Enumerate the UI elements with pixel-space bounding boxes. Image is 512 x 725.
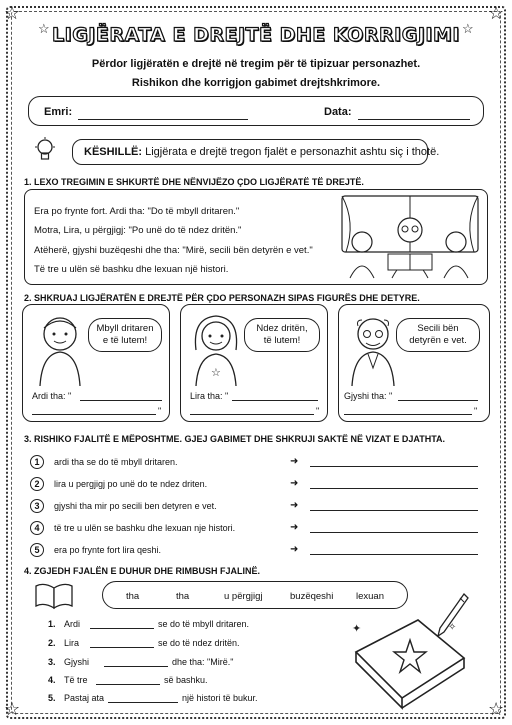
sentence-number: 5. xyxy=(48,693,56,703)
sentence-end: dhe tha: "Mirë." xyxy=(172,657,234,667)
bubble-text: të lutem! xyxy=(263,335,301,346)
blank-field[interactable] xyxy=(104,666,168,667)
answer-line[interactable] xyxy=(232,400,318,401)
word-option[interactable]: lexuan xyxy=(356,591,384,602)
sentence-end: se do të ndez dritën. xyxy=(158,638,240,648)
word-option[interactable]: tha xyxy=(126,591,140,602)
name-label: Emri: xyxy=(44,106,73,118)
speech-bubble-ardi xyxy=(88,318,162,352)
blank-field[interactable] xyxy=(90,628,154,629)
word-option[interactable]: buzëqeshi xyxy=(290,591,334,602)
correction-line[interactable] xyxy=(310,510,478,511)
bubble-text: Secili bën xyxy=(417,323,459,334)
sentence: ardi tha se do të mbyll dritaren. xyxy=(54,457,178,467)
section1-title: 1. LEXO TREGIMIN E SHKURTË DHE NËNVIJËZO ÇDO LIGJËRATË TË DREJTË. xyxy=(24,177,364,187)
story-line: Motra, Lira, u përgjigj: "Po unë do të ndez dritën." xyxy=(34,225,242,236)
answer-line[interactable] xyxy=(190,414,314,415)
close-quote: " xyxy=(474,406,478,416)
girl-illustration xyxy=(188,310,244,386)
family-reading-illustration xyxy=(336,192,484,282)
date-label: Data: xyxy=(324,106,352,118)
arrow-icon: ➜ xyxy=(290,456,299,467)
arrow-icon: ➜ xyxy=(290,522,299,533)
correction-line[interactable] xyxy=(310,554,478,555)
sentence: lira u pergjigj po unë do te ndez driten. xyxy=(54,479,208,489)
correction-line[interactable] xyxy=(310,532,478,533)
answer-line[interactable] xyxy=(80,400,162,401)
bubble-text: detyrën e vet. xyxy=(409,335,467,346)
subtitle: Përdor ligjëratën e drejtë në tregim për të tipizuar personazhet. xyxy=(91,58,421,70)
star-icon: ☆ xyxy=(462,21,474,36)
book-with-star-illustration xyxy=(348,614,470,710)
sentence-start: Pastaj ata xyxy=(64,693,105,703)
sentence-end: një histori të bukur. xyxy=(182,693,258,703)
star-icon: ☆ xyxy=(488,3,505,23)
arrow-icon: ➜ xyxy=(290,544,299,555)
boy-illustration xyxy=(32,310,88,386)
blank-field[interactable] xyxy=(96,684,160,685)
item-number: 3 xyxy=(30,499,44,513)
tip-text xyxy=(84,146,439,158)
correction-line[interactable] xyxy=(310,466,478,467)
name-field[interactable] xyxy=(78,119,248,120)
svg-text:☆: ☆ xyxy=(211,367,221,379)
svg-text:✧: ✧ xyxy=(448,622,457,633)
says-label-ardi: Ardi tha: " xyxy=(32,391,72,401)
correction-line[interactable] xyxy=(310,488,478,489)
lightbulb-icon xyxy=(34,137,56,163)
speech-bubble-gjyshi xyxy=(396,318,480,352)
star-icon: ☆ xyxy=(38,21,50,36)
tip-body: Ligjërata e drejtë tregon fjalët e personazhit ashtu siç i thotë. xyxy=(145,146,440,158)
story-line: Atëherë, gjyshi buzëqeshi dhe tha: "Mirë, secili bën detyrën e vet." xyxy=(34,245,313,256)
sentence: gjyshi tha mir po secili ben detyren e vet. xyxy=(54,501,217,511)
item-number: 2 xyxy=(30,477,44,491)
answer-line[interactable] xyxy=(344,414,472,415)
grandfather-illustration xyxy=(344,310,402,386)
sentence-end: se do të mbyll dritaren. xyxy=(158,619,250,629)
answer-line[interactable] xyxy=(398,400,478,401)
close-quote: " xyxy=(158,406,162,416)
blank-field[interactable] xyxy=(108,702,178,703)
blank-field[interactable] xyxy=(90,647,154,648)
speech-bubble-lira xyxy=(244,318,320,352)
answer-line[interactable] xyxy=(32,414,156,415)
arrow-icon: ➜ xyxy=(290,500,299,511)
subtitle: Rishikon dhe korrigjon gabimet drejtshkrimore. xyxy=(131,77,381,89)
section2-title: 2. SHKRUAJ LIGJËRATËN E DREJTË PËR ÇDO PERSONAZH SIPAS FIGURËS DHE DETYRE. xyxy=(24,293,420,303)
star-icon: ☆ xyxy=(488,699,505,719)
star-icon: ☆ xyxy=(4,699,21,719)
fill-sentence xyxy=(48,675,88,685)
bubble-text: e të lutem! xyxy=(102,335,148,346)
star-icon: ☆ xyxy=(4,3,21,23)
sentence: era po frynte fort lira qeshi. xyxy=(54,545,162,555)
sentence-start: Ardi xyxy=(64,619,81,629)
svg-text:✦: ✦ xyxy=(352,623,362,635)
sentence-number: 1. xyxy=(48,619,56,629)
bubble-text: Mbyll dritaren xyxy=(96,323,154,334)
sentence-end: së bashku. xyxy=(164,675,208,685)
item-number: 4 xyxy=(30,521,44,535)
fill-sentence xyxy=(48,693,104,703)
item-number: 1 xyxy=(30,455,44,469)
fill-sentence xyxy=(48,619,80,629)
sentence-number: 3. xyxy=(48,657,56,667)
says-label-lira: Lira tha: " xyxy=(190,391,229,401)
sentence: të tre u ulën se bashku dhe lexuan nje histori. xyxy=(54,523,236,533)
arrow-icon: ➜ xyxy=(290,478,299,489)
story-line: Era po frynte fort. Ardi tha: "Do të mbyll dritaren." xyxy=(34,206,240,217)
close-quote: " xyxy=(316,406,320,416)
date-field[interactable] xyxy=(358,119,470,120)
section3-title: 3. RISHIKO FJALITË E MËPOSHTME. GJEJ GABIMET DHE SHKRUJI SAKTË NË VIZAT E DJATHTA. xyxy=(24,434,446,444)
item-number: 5 xyxy=(30,543,44,557)
says-label-gjyshi: Gjyshi tha: " xyxy=(344,391,393,401)
story-line: Të tre u ulën së bashku dhe lexuan një histori. xyxy=(34,264,229,275)
name-date-box xyxy=(28,96,484,126)
open-book-icon xyxy=(34,582,74,610)
sentence-number: 2. xyxy=(48,638,56,648)
bubble-text: Ndez dritën, xyxy=(256,323,308,334)
word-option[interactable]: u përgjigj xyxy=(224,591,263,602)
tip-label: KËSHILLË: xyxy=(84,146,143,158)
word-option[interactable]: tha xyxy=(176,591,190,602)
page-title: LIGJËRATA E DREJTË DHE KORRIGJIMI xyxy=(52,24,460,46)
sentence-start: Lira xyxy=(64,638,80,648)
sentence-number: 4. xyxy=(48,675,56,685)
fill-sentence xyxy=(48,638,79,648)
sentence-start: Gjyshi xyxy=(64,657,90,667)
sentence-start: Të tre xyxy=(64,675,88,685)
fill-sentence xyxy=(48,657,89,667)
section4-title: 4. ZGJEDH FJALËN E DUHUR DHE RIMBUSH FJALINË. xyxy=(24,566,261,576)
